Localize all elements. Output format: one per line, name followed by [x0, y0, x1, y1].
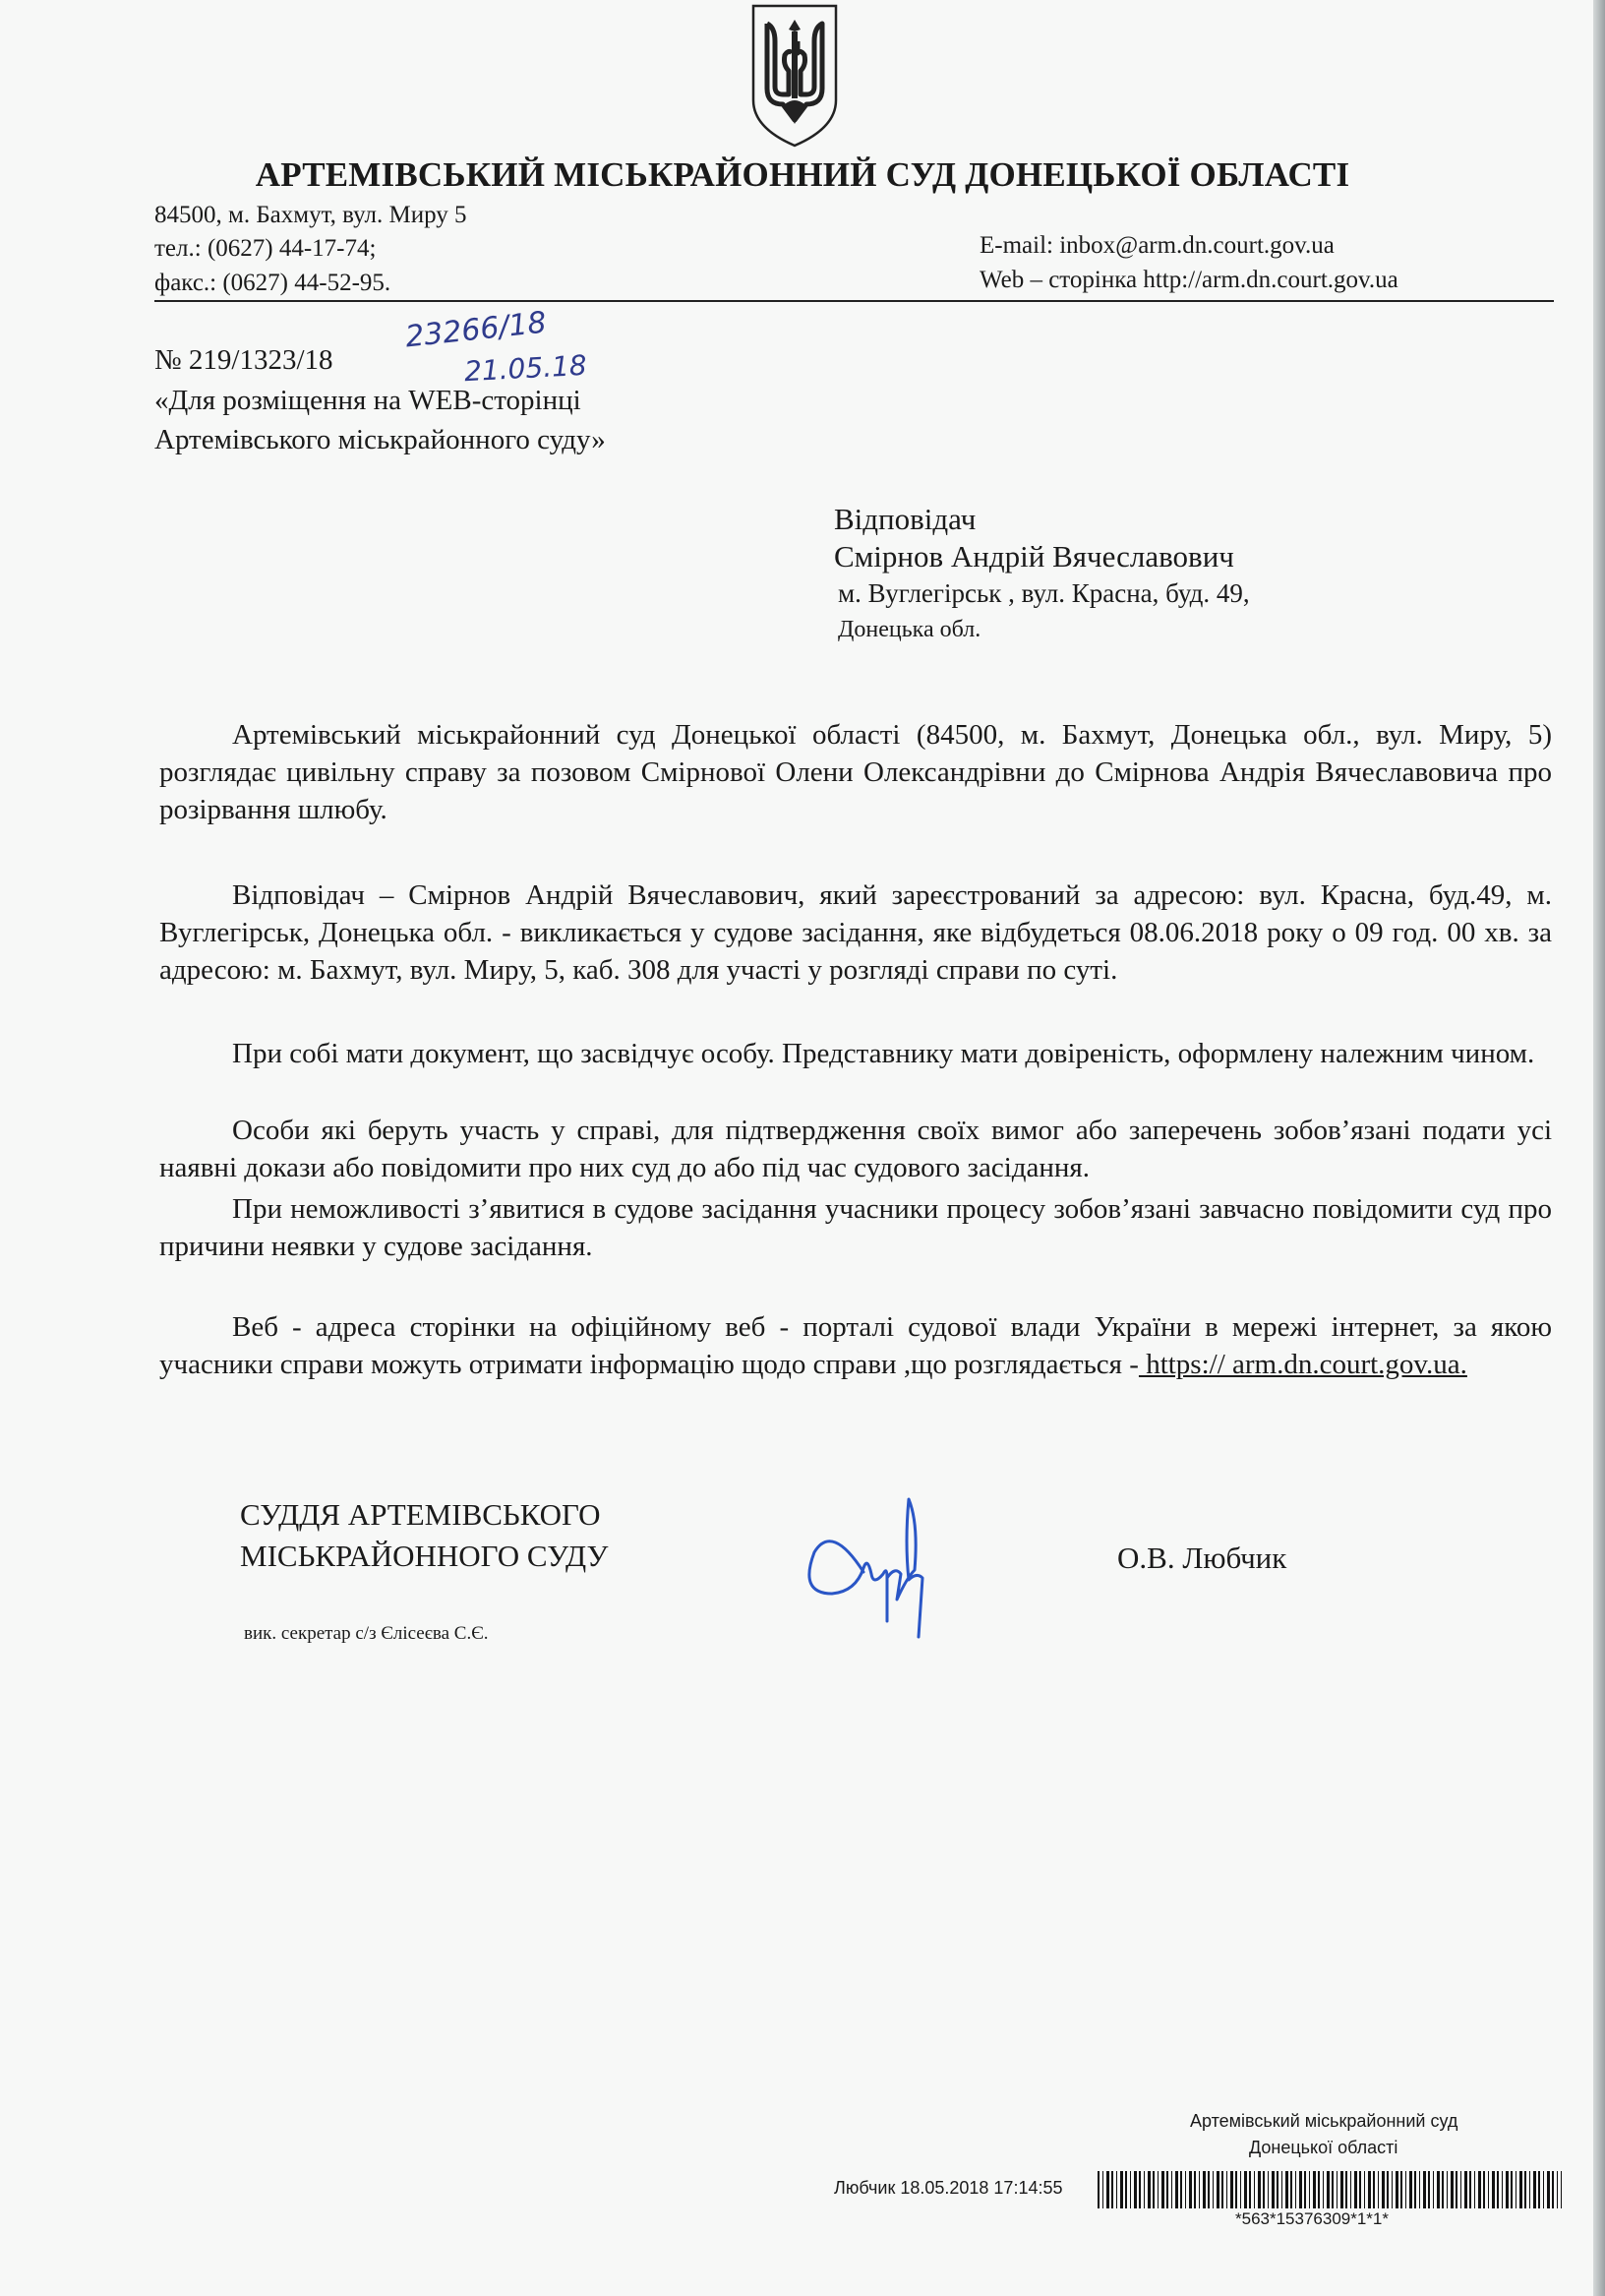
barcode-text: *563*15376309*1*1* [1235, 2209, 1389, 2228]
executor-note: вик. секретар с/з Єлісеєва С.Є. [244, 1623, 489, 1644]
judge-title-line2: МІСЬКРАЙОННОГО СУДУ [240, 1539, 609, 1573]
court-fax: факс.: (0627) 44-52-95. [154, 270, 391, 296]
recipient-region: Донецька обл. [838, 617, 981, 642]
court-title: АРТЕМІВСЬКИЙ МІСЬКРАЙОННИЙ СУД ДОНЕЦЬКОЇ ОБЛАСТІ [255, 155, 1350, 194]
court-email: E-mail: inbox@arm.dn.court.gov.ua [980, 232, 1335, 259]
handwritten-signature [793, 1483, 989, 1661]
paragraph-absence: При неможливості з’явитися в судове засідання учасники процесу зобов’язані завчасно повідомити суд про причини неявки у судове засідання. [159, 1193, 1552, 1262]
recipient-role: Відповідач [834, 502, 977, 536]
footer-court-line1: Артемівський міськрайонний суд [1190, 2111, 1458, 2131]
court-website-link[interactable]: https:// arm.dn.court.gov.ua. [1138, 1349, 1467, 1380]
recipient-name: Смірнов Андрій Вячеславович [834, 539, 1234, 574]
web-address-text: Веб - адреса сторінки на офіційному веб - порталі судової влади України в мережі інтернет, за якою учасники справи можуть отримати інформацію щодо справи ,що розглядається - [159, 1311, 1552, 1380]
court-web: Web – сторінка http://arm.dn.court.gov.ua [980, 267, 1398, 293]
judge-name: О.В. Любчик [1117, 1541, 1287, 1575]
scan-edge [1593, 0, 1605, 2296]
registration-stamp: Любчик 18.05.2018 17:14:55 [834, 2178, 1063, 2198]
paragraph-intro: Артемівський міськрайонний суд Донецької області (84500, м. Бахмут, Донецька обл., вул. Миру, 5) розглядає цивільну справу за позовом Смірнової Олени Олександрівни до Смірнова Андрія Вячеславовича про розірвання шлюбу. [159, 719, 1552, 825]
coat-of-arms-emblem [745, 2, 844, 150]
judge-title-line1: СУДДЯ АРТЕМІВСЬКОГО [240, 1497, 601, 1532]
court-address: 84500, м. Бахмут, вул. Миру 5 [154, 202, 467, 228]
header-rule [154, 300, 1554, 302]
paragraph-documents: При собі мати документ, що засвідчує особу. Представнику мати довіреність, оформлену належним чином. [232, 1038, 1535, 1069]
court-phone: тел.: (0627) 44-17-74; [154, 235, 377, 262]
handwritten-date: 21.05.18 [463, 348, 588, 389]
paragraph-web-address [159, 1308, 1552, 1383]
document-number: № 219/1323/18 [154, 344, 333, 376]
placement-note-line1: «Для розміщення на WEB-сторінці [154, 385, 581, 416]
placement-note-line2: Артемівського міськрайонного суду» [154, 424, 606, 455]
handwritten-registration: 23266/18 [403, 305, 549, 355]
paragraph-summons: Відповідач – Смірнов Андрій Вячеславович, який зареєстрований за адресою: вул. Красна, буд.49, м. Вуглегірськ, Донецька обл. - викликається у судове засідання, яке відбудеться 08.06.2018 року о 09 год. 00 хв. за адресою: м. Бахмут, вул. Миру, 5, каб. 308 для участі у розгляді справи по суті. [159, 879, 1552, 986]
recipient-address: м. Вуглегірськ , вул. Красна, буд. 49, [838, 578, 1250, 608]
paragraph-evidence: Особи які беруть участь у справі, для підтвердження своїх вимог або заперечень зобов’язані подати усі наявні докази або повідомити про них суд до або під час судового засідання. [159, 1115, 1552, 1183]
footer-court-line2: Донецької області [1249, 2138, 1398, 2157]
document-barcode [1098, 2171, 1562, 2208]
